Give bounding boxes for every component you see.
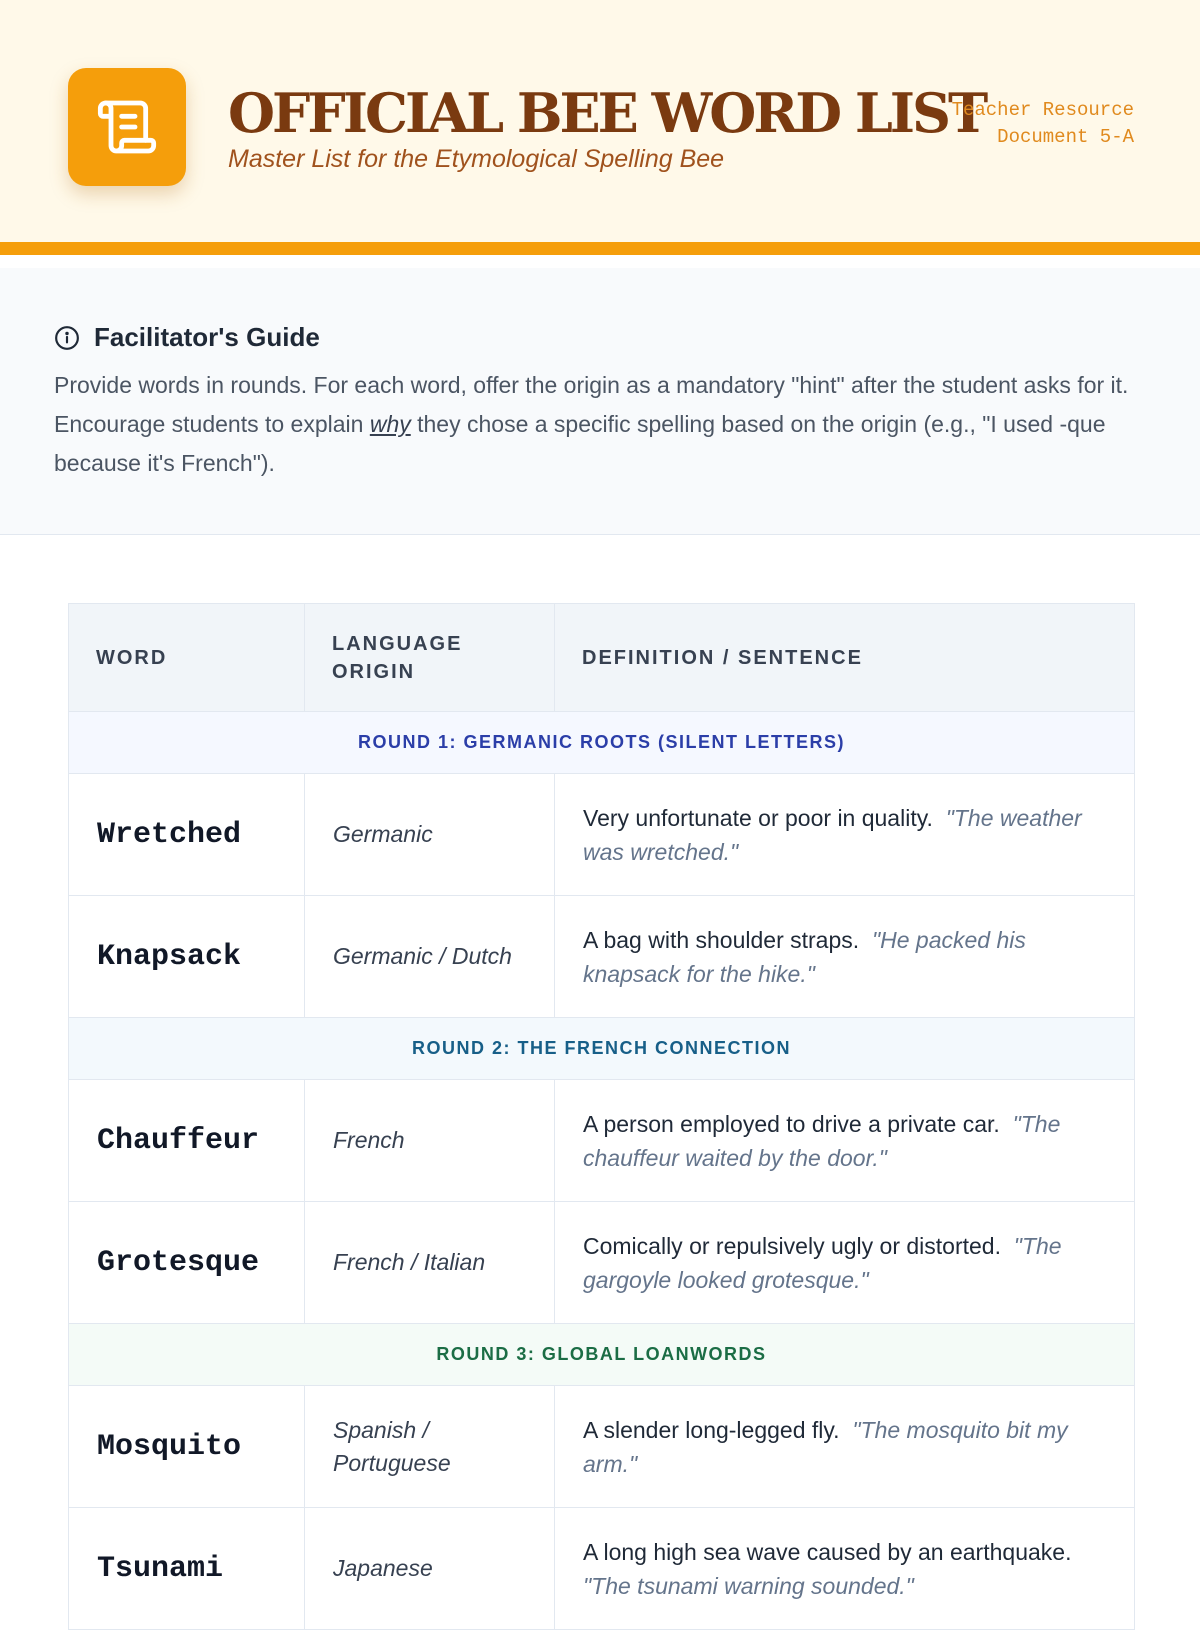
header-word: WORD [69, 604, 305, 712]
word-table-container [68, 603, 1134, 1630]
table-row [69, 1508, 1135, 1630]
origin-cell: French [305, 1080, 555, 1202]
definition-text: A person employed to drive a private car. [583, 1110, 1000, 1137]
definition-cell [555, 1508, 1135, 1630]
round-1-row [69, 712, 1135, 774]
definition-text: Very unfortunate or poor in quality. [583, 804, 933, 831]
table-row [69, 896, 1135, 1018]
document-meta [952, 97, 1134, 151]
guide-text-part1: Provide words in rounds. For each word, offer the origin as a mandatory "hint" after the student asks for it. Encourage students to explain [54, 372, 1129, 437]
word-cell: Grotesque [69, 1202, 305, 1324]
table-row [69, 1080, 1135, 1202]
page-title: OFFICIAL BEE WORD LIST [228, 81, 986, 145]
round-3-row [69, 1324, 1135, 1386]
page-header [0, 0, 1200, 255]
meta-resource: Teacher Resource [951, 99, 1134, 121]
round-2-row [69, 1018, 1135, 1080]
definition-cell [555, 774, 1135, 896]
definition-cell [555, 1080, 1135, 1202]
page-subtitle: Master List for the Etymological Spelling Bee [228, 145, 725, 173]
example-sentence: "The gargoyle looked grotesque." [583, 1232, 1062, 1293]
round-label: ROUND 2: THE FRENCH CONNECTION [69, 1018, 1135, 1080]
example-sentence: "He packed his knapsack for the hike." [583, 926, 1026, 987]
word-cell: Mosquito [69, 1386, 305, 1508]
guide-text-emphasis: why [369, 411, 411, 437]
definition-cell [555, 896, 1135, 1018]
word-cell: Chauffeur [69, 1080, 305, 1202]
table-row [69, 1386, 1135, 1508]
origin-cell: Spanish / Portuguese [305, 1386, 555, 1508]
origin-cell: Germanic / Dutch [305, 896, 555, 1018]
table-row [69, 774, 1135, 896]
word-table [68, 603, 1135, 1630]
header-definition: DEFINITION / SENTENCE [555, 604, 1135, 712]
round-label: ROUND 3: GLOBAL LOANWORDS [69, 1324, 1135, 1386]
word-cell: Knapsack [69, 896, 305, 1018]
definition-cell [555, 1202, 1135, 1324]
example-sentence: "The mosquito bit my arm." [583, 1416, 1068, 1477]
origin-cell: French / Italian [305, 1202, 555, 1324]
facilitator-guide [0, 268, 1200, 535]
example-sentence: "The weather was wretched." [583, 804, 1082, 865]
guide-title: Facilitator's Guide [94, 322, 320, 352]
guide-text [54, 366, 1154, 483]
word-cell: Tsunami [69, 1508, 305, 1630]
word-cell: Wretched [69, 774, 305, 896]
logo-badge [68, 68, 186, 186]
origin-cell: Japanese [305, 1508, 555, 1630]
definition-text: Comically or repulsively ugly or distorted. [583, 1232, 1001, 1259]
origin-cell: Germanic [305, 774, 555, 896]
guide-heading [54, 322, 320, 353]
meta-doc-number: Document 5-A [997, 126, 1134, 148]
definition-text: A long high sea wave caused by an earthquake. [583, 1538, 1072, 1565]
definition-text: A bag with shoulder straps. [583, 926, 860, 953]
definition-cell [555, 1386, 1135, 1508]
example-sentence: "The chauffeur waited by the door." [583, 1110, 1061, 1171]
table-row [69, 1202, 1135, 1324]
scroll-icon [95, 95, 159, 159]
definition-text: A slender long-legged fly. [583, 1416, 840, 1443]
example-sentence: "The tsunami warning sounded." [583, 1572, 914, 1599]
info-icon [54, 325, 80, 351]
guide-text-part2: they chose a specific spelling based on the origin (e.g., "I used -que because it's French"). [54, 411, 1106, 476]
round-label: ROUND 1: GERMANIC ROOTS (SILENT LETTERS) [69, 712, 1135, 774]
table-header-row [69, 604, 1135, 712]
header-origin: LANGUAGE ORIGIN [305, 604, 555, 712]
